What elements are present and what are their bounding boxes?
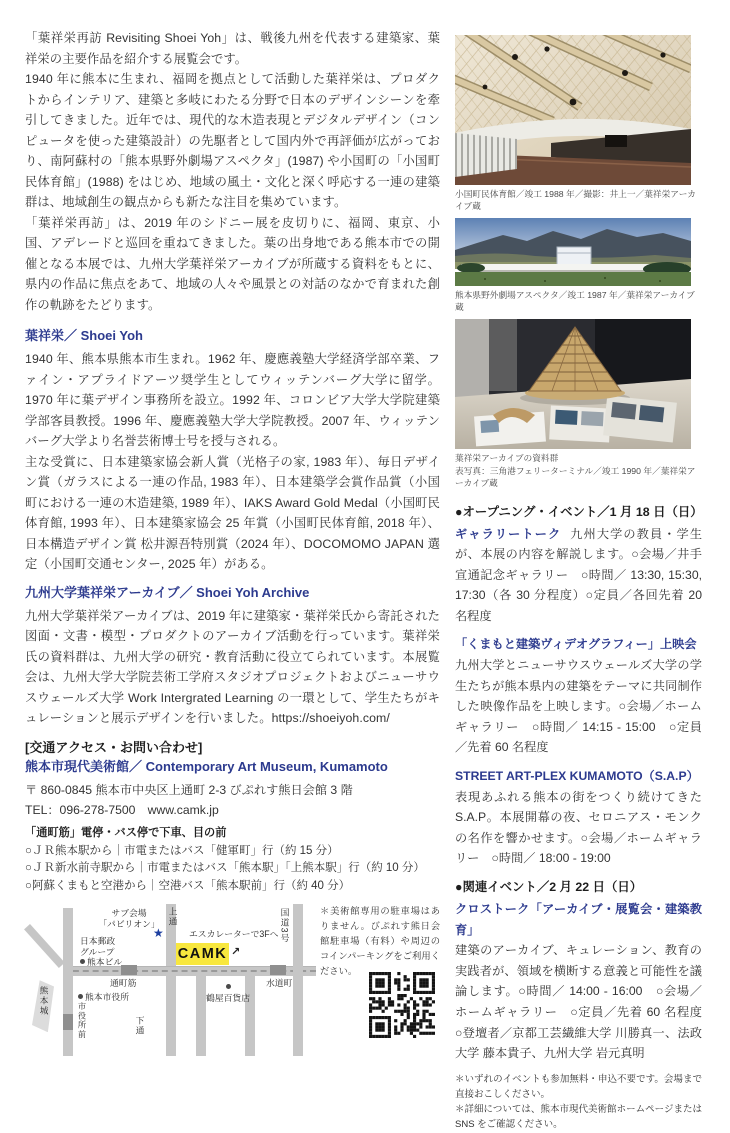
event-gallery-talk: ギャラリートーク 九州大学の教員・学生が、本展の内容を解説します。○会場／井手宣通記念ギャラリー ○時間／ 13:30, 15:30, 17:30（各 30 分程度）○定員／各回先着 20 名程度	[455, 526, 703, 623]
label-shiyakushomae: 市役所前	[77, 1002, 87, 1040]
label-kumamoto-castle: 熊本城	[38, 986, 49, 1016]
photo-oguni-gymnasium	[455, 35, 691, 185]
label-city-hall: 熊本市役所	[78, 992, 129, 1003]
bio-paragraph-2: 主な受賞に、日本建築家協会新人賞（光格子の家, 1983 年）、毎日デザイン賞（ガラスによる一連の作品, 1983 年）、日本建築学会賞作品賞（小国町における一連の木造建築, 1989 年）、IAKS Award Gold Medal（小国町民体育館, 1993 年）、日本建築家協会 25 年賞（小国町民体育館, 2018 年）、日本構造デザイン賞 松井源吾特別賞（2024 年）、DOCOMOMO JAPAN 選定（小国町交通センター, 2025 年）がある。	[25, 454, 440, 571]
road-shimotori	[166, 975, 176, 1056]
tram-stop-suidocho	[270, 965, 286, 975]
event-note-1: ＊いずれのイベントも参加無料・申込不要です。会場まで直接おこしください。	[455, 1073, 702, 1100]
route-from-kumamoto-station: ○ＪＲ熊本駅から｜市電またはバス「健軍町」行（約 15 分）	[25, 844, 339, 857]
event-crosstalk-title: クロストーク「アーカイブ・展覧会・建築教育」	[455, 902, 702, 937]
access-heading: [交通アクセス・お問い合わせ]	[25, 739, 203, 755]
event-sap-title: STREET ART-PLEX KUMAMOTO（S.A.P）	[455, 769, 699, 784]
poi-dot-icon	[78, 994, 83, 999]
tram-stop-note: 「通町筋」電停・バス停で下車、目の前	[25, 826, 227, 839]
event-sap: STREET ART-PLEX KUMAMOTO（S.A.P） 表現あふれる熊本の街をつくり続けてきた S.A.P。本展開幕の夜、セロニアス・モンクの名作を響かせます。○会場／ホームギャラリー ○時間／ 18:00 - 19:00	[455, 766, 702, 869]
poi-dot-icon	[226, 984, 231, 989]
escalator-arrow-icon: ↗	[231, 946, 241, 959]
intro-paragraph-2: 1940 年に熊本に生まれ、福岡を拠点として活動した葉祥栄は、プロダクトからインテリア、建築と多岐にわたる分野で日本のデザインシーンを牽引してきました。近年では、現代的な木造表現とデジタルデザイン（コンピュータを使った建築設計）の先駆者として国内外で再評価が広がっており、南阿蘇村の「熊本県野外劇場アスペクタ」(1987) や小国町の「小国町民体育館」(1988) をはじめ、地域の風土・文化と深く呼応する一連の建築群は、地域創生の観点からも新たな注目を集めています。	[25, 72, 440, 209]
event-note-2: ＊詳細については、熊本市現代美術館ホームページまたは SNS をご確認ください。	[455, 1104, 702, 1131]
camk-highlight: CAMK	[176, 943, 229, 965]
event-videography: 「くまもと建築ヴィデオグラフィー」上映会 九州大学とニューサウスウェールズ大学の学生たちが熊本県内の建築をテーマに共同制作した映像作品を上映します。○会場／ホームギャラリー ○時間／ 14:15 - 15:00 ○定員／先着 60 名程度	[455, 634, 702, 758]
label-tsuruya: 鶴屋百貨店	[206, 982, 250, 1003]
museum-tel: TEL：096-278-7500 www.camk.jp	[25, 802, 219, 817]
intro-paragraph-3: 「葉祥栄再訪」は、2019 年のシドニー展を皮切りに、福岡、東京、小国、アデレードと巡回を重ねてきました。葉の出身地である熊本市での開催となる本展では、九州大学葉祥栄アーカイブが所蔵する資料をもとに、県内の作品に焦点をあて、地域の人々や風景との対話のなかで育まれた創作の軌跡をたどります。	[25, 215, 440, 312]
archive-paragraph: 九州大学葉祥栄アーカイブは、2019 年に建築家・葉祥栄氏から寄託された図面・文書・模型・プロダクトのアーカイブ活動を行っています。葉祥栄氏の資料群は、九州大学の研究・教育活動に役立てられています。本展覧会は、九州大学大学院芸術工学府スタジオプロジェクトおよびニューサウスウェールズ大学 Work Intergrated Learning の一環として、学生たちがキュレーションと展示デザインを行いました。https://shoeiyoh.com/	[25, 608, 440, 725]
photo3-caption-line2: 表写真：三角港フェリーターミナル／竣工 1990 年／葉祥栄アーカイブ蔵	[455, 465, 696, 488]
label-torichosuji: 通町筋	[110, 978, 137, 989]
access-map	[30, 904, 320, 1056]
label-kamitori: 上通	[167, 907, 178, 927]
qr-code-icon	[369, 972, 435, 1038]
tram-stop-shiyakushomae	[63, 1014, 73, 1030]
right-column	[455, 35, 715, 1133]
label-route3: 国道3号	[279, 908, 290, 944]
left-column	[25, 28, 440, 1062]
related-events-heading: ●関連イベント／2 月 22 日（日）	[455, 880, 643, 894]
sub-venue-star-icon: ★	[153, 926, 164, 941]
access-map-section	[25, 904, 440, 1062]
photo1-caption: 小国町民体育館／竣工 1988 年／撮影：井上一／葉祥栄アーカイブ蔵	[455, 189, 696, 211]
label-japan-post-building: 日本郵政 グループ 熊本ビル	[80, 936, 123, 968]
label-sub-venue: サブ会場 「パビリオン」	[98, 908, 160, 929]
parking-note: ＊美術館専用の駐車場はありません。びぷれす熊日会館駐車場（有料）や周辺のコインパーキングをご利用ください。	[320, 906, 440, 977]
tram-stop-torichosuji	[121, 965, 137, 975]
bio-paragraph-1: 1940 年、熊本県熊本市生まれ。1962 年、慶應義塾大学経済学部卒業、ファイン・アプライドアーツ奨学生としてウィッテンバーグ大学に留学。1970 年に葉デザイン事務所を設立。1992 年、コロンビア大学大学院建築学部客員教授。1996 年、慶應義塾大学大学院教授。2007 年、ウィッテンバーグ大学より名誉芸術博士号を授与される。	[25, 352, 440, 448]
poi-dot-icon	[80, 959, 85, 964]
opening-events-heading: ●オープニング・イベント／1 月 18 日（日）	[455, 504, 703, 519]
event-notes	[455, 1072, 702, 1133]
museum-name: 熊本市現代美術館／ Contemporary Art Museum, Kumamoto	[25, 758, 388, 774]
label-shimotori: 下通	[134, 1016, 145, 1036]
label-escalator: エスカレーターで3Fへ	[189, 929, 279, 940]
road-route3	[293, 904, 303, 1056]
intro-paragraph-1: 「葉祥栄再訪 Revisiting Shoei Yoh」は、戦後九州を代表する建築家、葉祥栄の主要作品を紹介する展覧会です。	[25, 31, 440, 66]
photo-archive-materials	[455, 319, 691, 449]
route-from-shinsuizenji: ○ＪＲ新水前寺駅から｜市電またはバス「熊本駅」「上熊本駅」行（約 10 分）	[25, 862, 425, 875]
route-from-airport: ○阿蘇くまもと空港から｜空港バス「熊本駅前」行（約 40 分）	[25, 879, 351, 892]
road-vertical-mid	[196, 975, 206, 1056]
event-crosstalk: クロストーク「アーカイブ・展覧会・建築教育」 建築のアーカイブ、キュレーション、教育の実践者が、領域を横断する意義と可能性を議論します。○時間／ 14:00 - 16:00 ○会場／ホームギャラリー ○定員／先着 60 名程度 ○登壇者／京都工芸繊維大学 川勝真一、法政大学 藤本貴子、九州大学 岩元真明	[455, 899, 702, 1064]
road-diagonal-topleft	[24, 924, 65, 968]
label-suidocho: 水道町	[266, 978, 293, 989]
museum-address: 〒 860-0845 熊本市中央区上通町 2-3 びぷれす熊日会館 3 階	[25, 782, 353, 797]
road-vertical-left	[63, 908, 73, 1056]
event-videography-title: 「くまもと建築ヴィデオグラフィー」上映会	[455, 637, 697, 652]
event-gallery-talk-title: ギャラリートーク	[455, 526, 562, 541]
bio-heading: 葉祥栄／ Shoei Yoh	[25, 328, 143, 343]
photo3-caption-line1: 葉祥栄アーカイブの資料群	[455, 453, 559, 463]
archive-heading: 九州大学葉祥栄アーカイブ／ Shoei Yoh Archive	[25, 584, 310, 600]
photo2-caption: 熊本県野外劇場アスペクタ／竣工 1987 年／葉祥栄アーカイブ蔵	[455, 290, 695, 312]
photo-aspecta-theater	[455, 218, 691, 286]
